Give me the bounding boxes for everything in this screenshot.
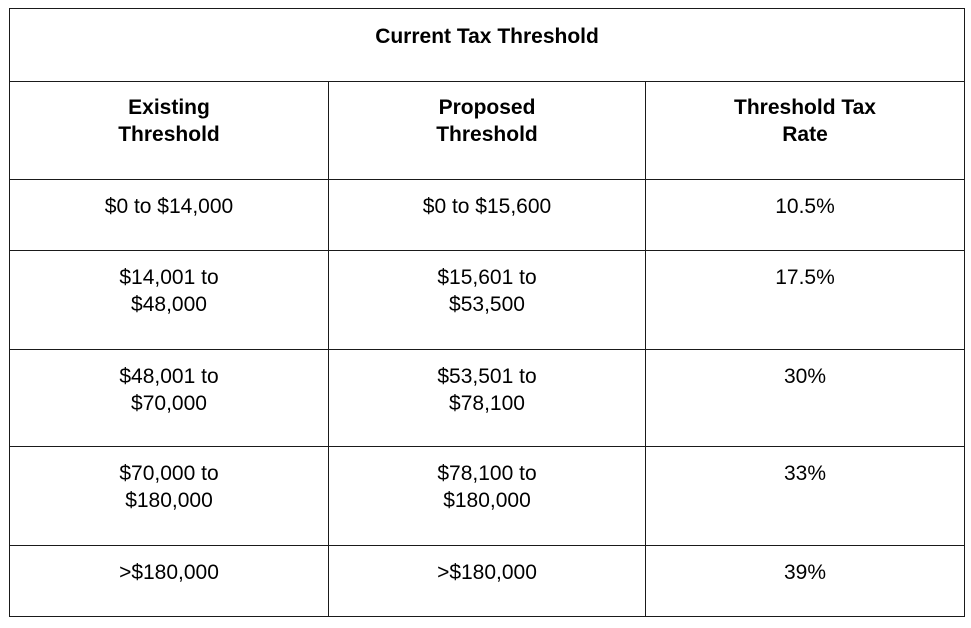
existing-threshold-cell xyxy=(10,546,329,617)
cell-value: 33% xyxy=(783,462,827,485)
header-label: Proposed Threshold xyxy=(436,96,538,146)
cell-value: 30% xyxy=(783,365,827,388)
header-label: Threshold Tax Rate xyxy=(734,96,876,146)
table-title-cell xyxy=(10,9,965,82)
cell-value: $0 to $14,000 xyxy=(104,195,234,218)
title-row xyxy=(10,9,965,82)
cell-value: 17.5% xyxy=(775,266,835,289)
tax-rate-cell xyxy=(646,251,965,350)
table-row xyxy=(10,350,965,447)
cell-value: $0 to $15,600 xyxy=(422,195,552,218)
cell-value: $53,501 to $78,100 xyxy=(437,365,537,415)
table-row xyxy=(10,447,965,546)
cell-value: 39% xyxy=(783,561,827,584)
table-row xyxy=(10,251,965,350)
existing-threshold-cell xyxy=(10,447,329,546)
proposed-threshold-cell xyxy=(329,180,646,251)
proposed-threshold-cell xyxy=(329,251,646,350)
proposed-threshold-cell xyxy=(329,350,646,447)
cell-value: $14,001 to $48,000 xyxy=(119,266,219,316)
tax-rate-cell xyxy=(646,447,965,546)
header-threshold-tax-rate xyxy=(646,82,965,180)
table-row xyxy=(10,180,965,251)
tax-threshold-table xyxy=(9,8,965,617)
cell-value: >$180,000 xyxy=(437,561,537,584)
existing-threshold-cell xyxy=(10,180,329,251)
proposed-threshold-cell xyxy=(329,447,646,546)
existing-threshold-cell xyxy=(10,251,329,350)
header-proposed-threshold xyxy=(329,82,646,180)
header-row xyxy=(10,82,965,180)
existing-threshold-cell xyxy=(10,350,329,447)
header-existing-threshold xyxy=(10,82,329,180)
cell-value: $48,001 to $70,000 xyxy=(119,365,219,415)
table-title: Current Tax Threshold xyxy=(375,25,599,48)
cell-value: $70,000 to $180,000 xyxy=(119,462,219,512)
cell-value: >$180,000 xyxy=(119,561,219,584)
header-label: Existing Threshold xyxy=(118,96,220,146)
tax-rate-cell xyxy=(646,180,965,251)
proposed-threshold-cell xyxy=(329,546,646,617)
table-row xyxy=(10,546,965,617)
tax-rate-cell xyxy=(646,350,965,447)
tax-rate-cell xyxy=(646,546,965,617)
cell-value: $78,100 to $180,000 xyxy=(437,462,537,512)
cell-value: $15,601 to $53,500 xyxy=(437,266,537,316)
cell-value: 10.5% xyxy=(775,195,835,218)
